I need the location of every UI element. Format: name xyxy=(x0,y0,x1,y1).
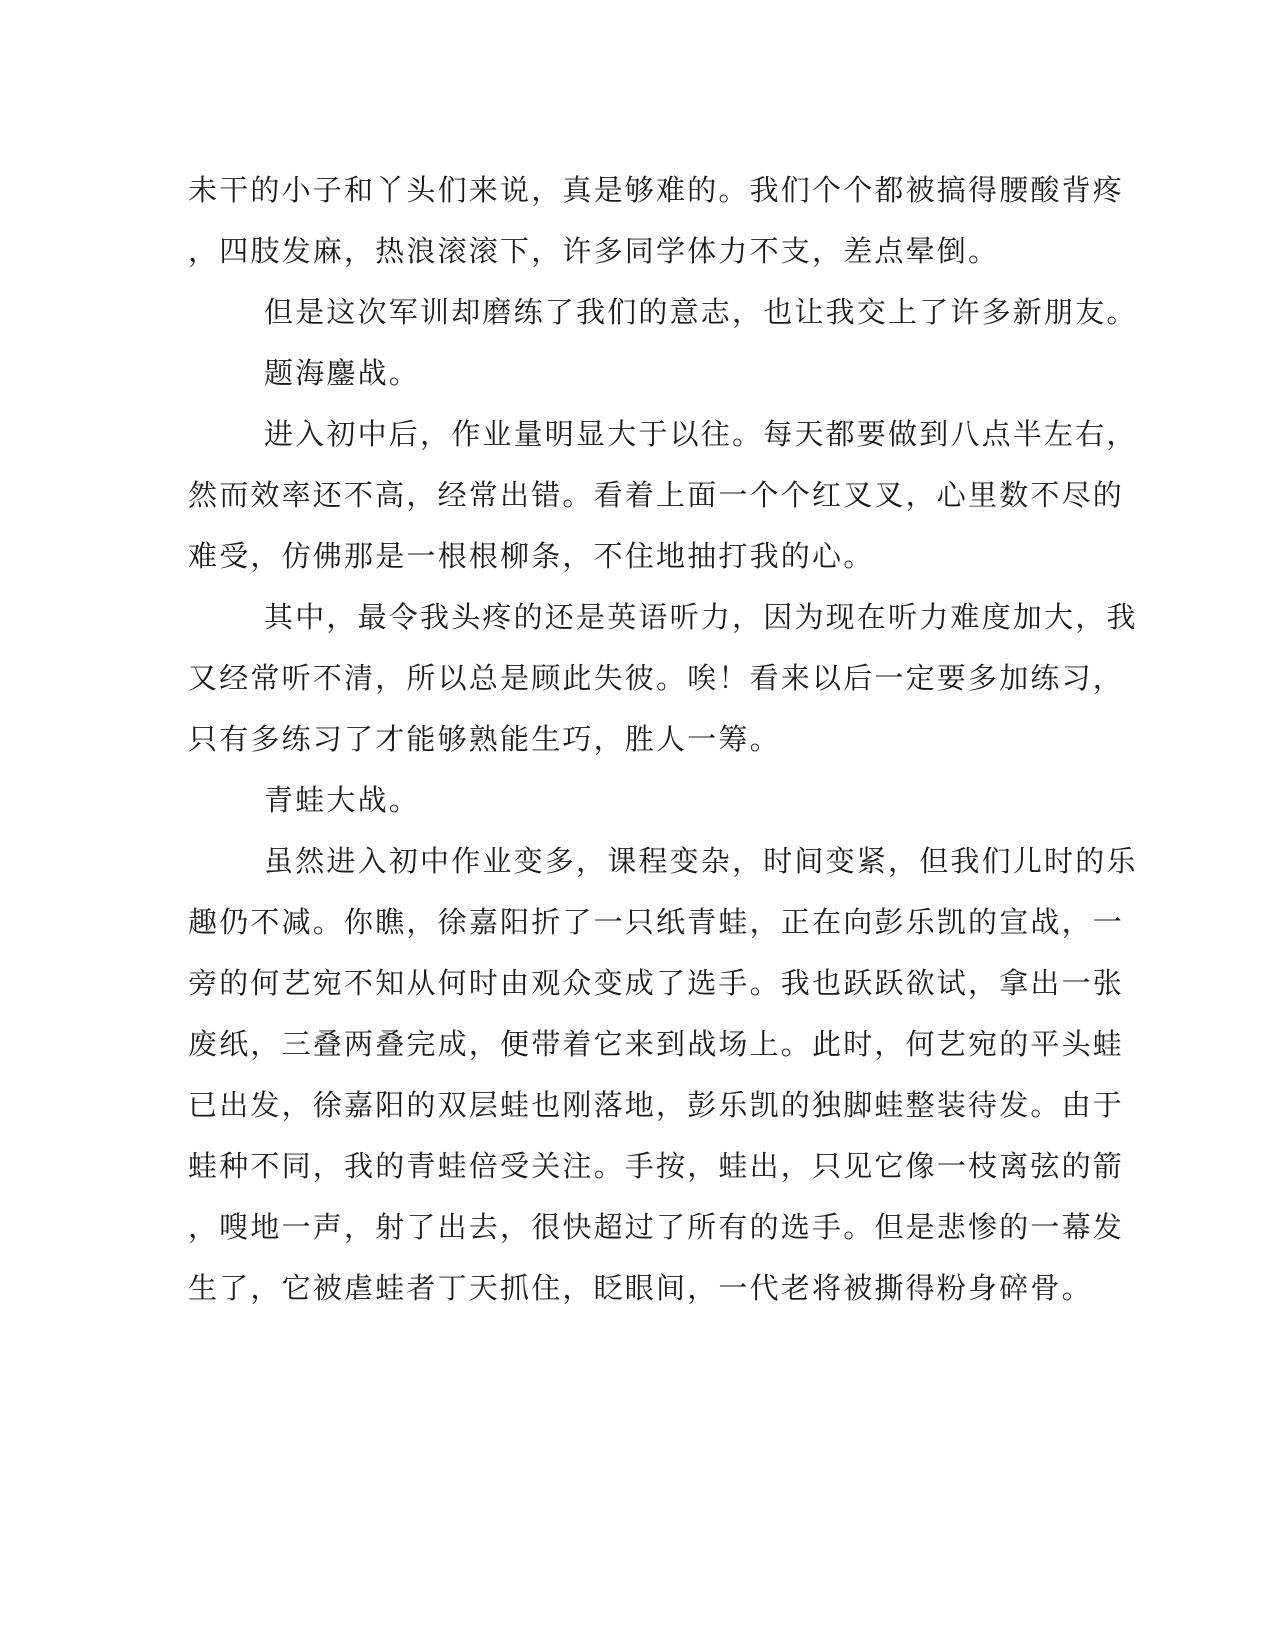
essay-body xyxy=(188,160,1138,1319)
text-line: 只有多练习了才能够熟能生巧，胜人一筹。 xyxy=(188,722,781,756)
text-line: 生了，它被虐蛙者丁天抓住，眨眼间，一代老将被撕得粉身碎骨。 xyxy=(188,1271,1093,1305)
text-line: 旁的何艺宛不知从何时由观众变成了选手。我也跃跃欲试，拿出一张 xyxy=(188,966,1125,1000)
text-line: 然而效率还不高，经常出错。看着上面一个个红叉叉，心里数不尽的 xyxy=(188,478,1125,512)
text-line: ，四肢发麻，热浪滚滚下，许多同学体力不支，差点晕倒。 xyxy=(188,234,1000,268)
text-line: 蛙种不同，我的青蛙倍受关注。手按，蛙出，只见它像一枝离弦的箭 xyxy=(188,1149,1125,1183)
section-heading: 题海鏖战。 xyxy=(264,356,421,390)
text-line: 难受，仿佛那是一根根柳条，不住地抽打我的心。 xyxy=(188,539,875,573)
text-line: 虽然进入初中作业变多，课程变杂，时间变紧，但我们儿时的乐 xyxy=(264,844,1138,878)
text-line: 未干的小子和丫头们来说，真是够难的。我们个个都被搞得腰酸背疼 xyxy=(188,173,1125,207)
text-line: 已出发，徐嘉阳的双层蛙也刚落地，彭乐凯的独脚蛙整装待发。由于 xyxy=(188,1088,1125,1122)
text-line: 但是这次军训却磨练了我们的意志，也让我交上了许多新朋友。 xyxy=(264,295,1138,329)
text-line: 其中，最令我头疼的还是英语听力，因为现在听力难度加大，我 xyxy=(264,600,1138,634)
text-line: 趣仍不减。你瞧，徐嘉阳折了一只纸青蛙，正在向彭乐凯的宣战，一 xyxy=(188,905,1125,939)
section-heading: 青蛙大战。 xyxy=(264,783,421,817)
text-line: 废纸，三叠两叠完成，便带着它来到战场上。此时，何艺宛的平头蛙 xyxy=(188,1027,1125,1061)
text-line: 又经常听不清，所以总是顾此失彼。唉！看来以后一定要多加练习， xyxy=(188,661,1125,695)
text-line: ，嗖地一声，射了出去，很快超过了所有的选手。但是悲惨的一幕发 xyxy=(188,1210,1125,1244)
text-line: 进入初中后，作业量明显大于以往。每天都要做到八点半左右， xyxy=(264,417,1138,451)
